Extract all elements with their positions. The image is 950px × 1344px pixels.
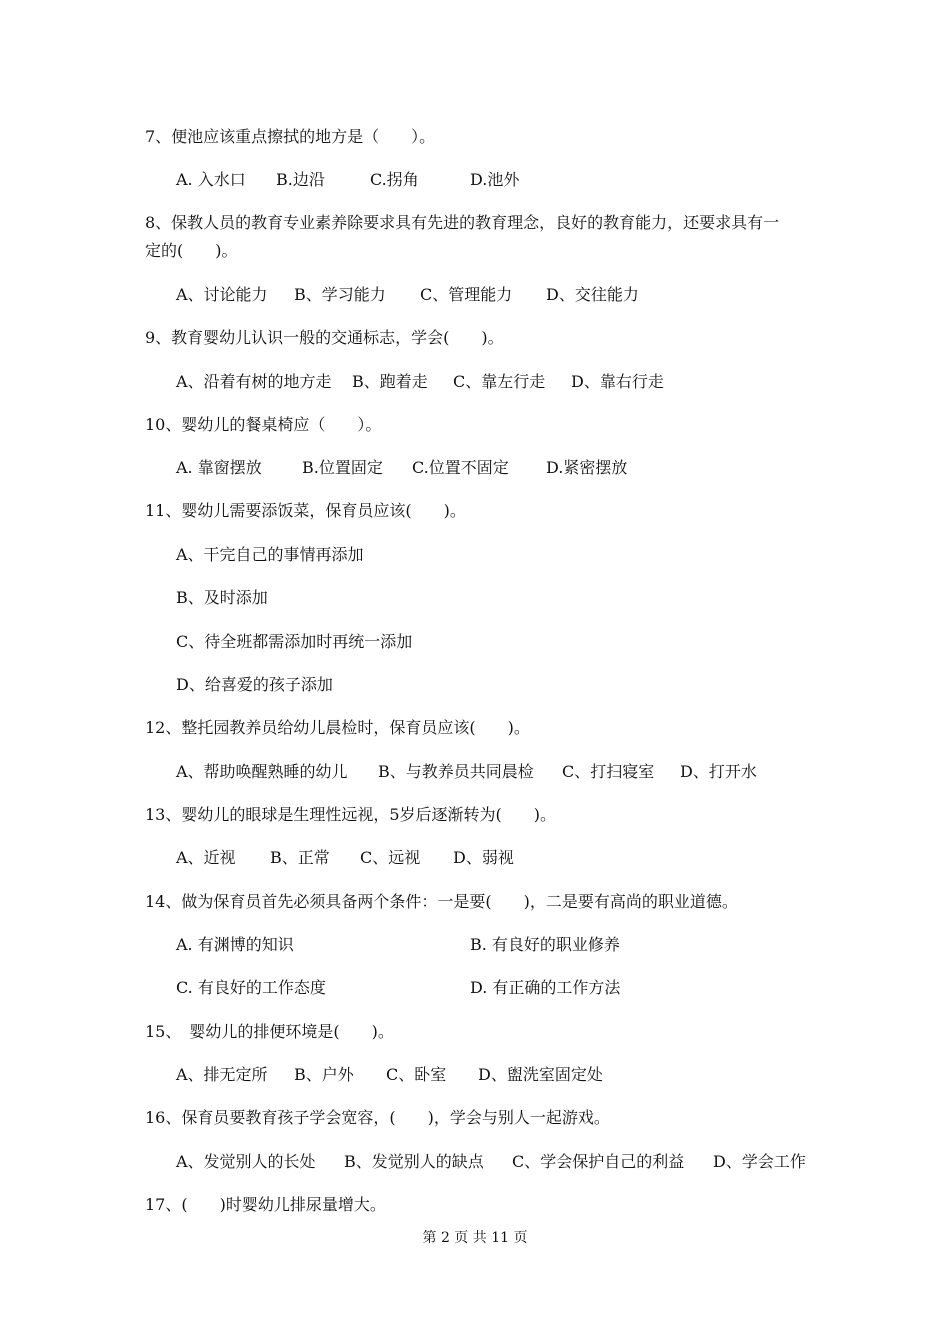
q15-option-a: A、排无定所 xyxy=(176,1065,268,1084)
q9-option-c: C、靠左行走 xyxy=(453,372,546,391)
question-10: 10、婴幼儿的餐桌椅应（ ）。 xyxy=(145,415,382,434)
q9-option-a: A、沿着有树的地方走 xyxy=(176,372,332,391)
question-7-options xyxy=(0,169,950,191)
question-9: 9、教育婴幼儿认识一般的交通标志，学会( )。 xyxy=(145,328,504,347)
question-8-line-1: 8、保教人员的教育专业素养除要求具有先进的教育理念，良好的教育能力，还要求具有一 xyxy=(145,213,780,232)
q8-option-b: B、学习能力 xyxy=(294,285,386,304)
q13-option-b: B、正常 xyxy=(270,848,330,867)
q16-option-d: D、学会工作 xyxy=(713,1152,806,1171)
q12-option-b: B、与教养员共同晨检 xyxy=(378,762,534,781)
question-15-options xyxy=(0,1064,950,1086)
question-12-options xyxy=(0,761,950,783)
q11-option-d: D、给喜爱的孩子添加 xyxy=(176,675,333,694)
q9-option-d: D、靠右行走 xyxy=(571,372,664,391)
q13-option-a: A、近视 xyxy=(176,848,236,867)
q14-option-a: A. 有渊博的知识 xyxy=(176,935,294,954)
question-16: 16、保育员要教育孩子学会宽容，( )，学会与别人一起游戏。 xyxy=(145,1108,610,1127)
q16-option-a: A、发觉别人的长处 xyxy=(176,1152,316,1171)
question-13-options xyxy=(0,847,950,869)
q11-option-a: A、干完自己的事情再添加 xyxy=(176,545,364,564)
q14-option-c: C. 有良好的工作态度 xyxy=(176,978,326,997)
q10-option-d: D.紧密摆放 xyxy=(546,458,628,477)
q7-option-c: C.拐角 xyxy=(370,170,419,189)
q14-option-b: B. 有良好的职业修养 xyxy=(470,935,620,954)
q12-option-a: A、帮助唤醒熟睡的幼儿 xyxy=(176,762,348,781)
q11-option-b: B、及时添加 xyxy=(176,588,268,607)
q15-option-b: B、户外 xyxy=(294,1065,354,1084)
q13-option-c: C、远视 xyxy=(360,848,421,867)
q8-option-d: D、交往能力 xyxy=(546,285,639,304)
q10-option-a: A. 靠窗摆放 xyxy=(176,458,262,477)
question-14-options-row-2 xyxy=(0,977,950,999)
q10-option-b: B.位置固定 xyxy=(302,458,383,477)
question-9-options xyxy=(0,371,950,393)
question-12: 12、整托园教养员给幼儿晨检时，保育员应该( )。 xyxy=(145,718,530,737)
page-number: 第 2 页 共 11 页 xyxy=(422,1230,528,1246)
q7-option-b: B.边沿 xyxy=(276,170,325,189)
q9-option-b: B、跑着走 xyxy=(352,372,428,391)
q11-option-c: C、待全班都需添加时再统一添加 xyxy=(176,632,413,651)
question-14: 14、做为保育员首先必须具备两个条件：一是要( )，二是要有高尚的职业道德。 xyxy=(145,892,738,911)
question-14-options-row-1 xyxy=(0,934,950,956)
q16-option-c: C、学会保护自己的利益 xyxy=(512,1152,685,1171)
q13-option-d: D、弱视 xyxy=(453,848,514,867)
question-8-line-2: 定的( )。 xyxy=(145,241,238,260)
q16-option-b: B、发觉别人的缺点 xyxy=(344,1152,484,1171)
question-16-options xyxy=(0,1151,950,1173)
q10-option-c: C.位置不固定 xyxy=(412,458,509,477)
q15-option-d: D、盥洗室固定处 xyxy=(478,1065,603,1084)
question-8-options xyxy=(0,284,950,306)
question-13: 13、婴幼儿的眼球是生理性远视，5岁后逐渐转为( )。 xyxy=(145,805,557,824)
q15-option-c: C、卧室 xyxy=(386,1065,447,1084)
question-11: 11、婴幼儿需要添饭菜，保育员应该( )。 xyxy=(145,501,466,520)
q14-option-d: D. 有正确的工作方法 xyxy=(470,978,621,997)
question-15: 15、 婴幼儿的排便环境是( )。 xyxy=(145,1022,394,1041)
question-7: 7、便池应该重点擦拭的地方是（ ）。 xyxy=(145,127,436,146)
question-17: 17、( )时婴幼儿排尿量增大。 xyxy=(145,1195,386,1214)
q8-option-a: A、讨论能力 xyxy=(176,285,268,304)
q12-option-c: C、打扫寝室 xyxy=(562,762,655,781)
question-10-options xyxy=(0,457,950,479)
q7-option-a: A. 入水口 xyxy=(176,170,246,189)
q7-option-d: D.池外 xyxy=(470,170,520,189)
q8-option-c: C、管理能力 xyxy=(420,285,513,304)
q12-option-d: D、打开水 xyxy=(680,762,757,781)
